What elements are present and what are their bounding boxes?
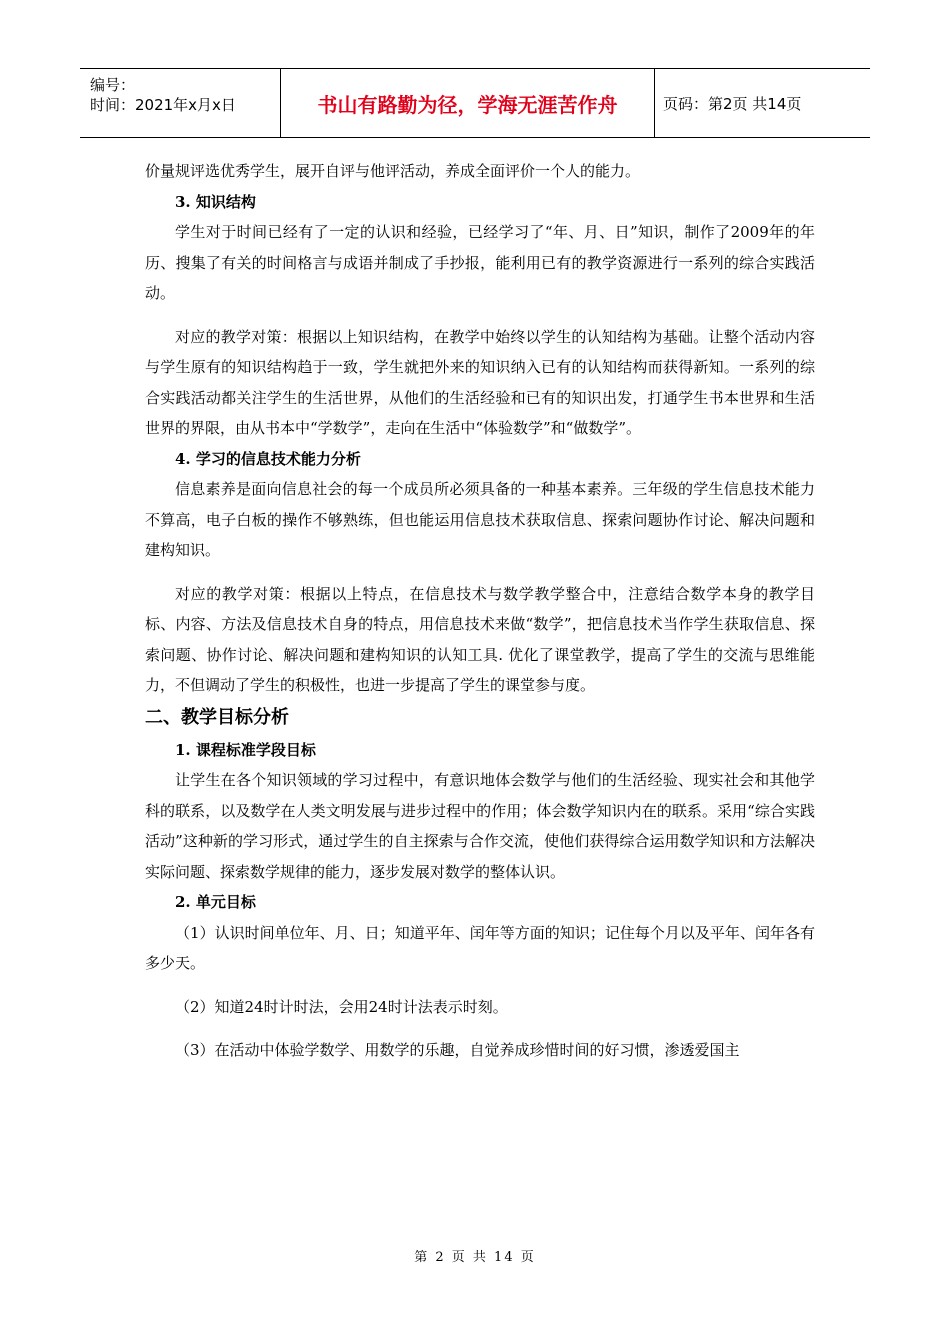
paragraph: 价量规评选优秀学生，展开自评与他评活动，养成全面评价一个人的能力。 — [145, 162, 641, 180]
document-body — [145, 156, 815, 1066]
header-meta — [80, 69, 281, 137]
section-heading-curriculum-goals: 1. 课程标准学段目标 — [175, 740, 316, 759]
paragraph: （1）认识时间单位年、月、日；知道平年、闰年等方面的知识；记住每个月以及平年、闰年各有多少天。 — [145, 923, 815, 972]
header-number-label: 编号： — [90, 76, 136, 94]
section-heading-unit-goals: 2. 单元目标 — [175, 893, 256, 911]
paragraph: （3）在活动中体验学数学、用数学的乐趣，自觉养成珍惜时间的好习惯，渗透爱国主 — [175, 1041, 740, 1059]
section-heading-knowledge-structure: 3. 知识结构 — [175, 192, 256, 211]
header-motto: 书山有路勤为径，学海无涯苦作舟 — [281, 69, 655, 137]
document-header — [80, 68, 870, 138]
paragraph: 学生对于时间已经有了一定的认识和经验，已经学习了“年、月、日”知识，制作了2009年的年历、搜集了有关的时间格言与成语并制成了手抄报，能利用已有的教学资源进行一系列的综合实践活动。 — [145, 223, 815, 302]
header-date-label: 时间：2021年x月x日 — [90, 96, 236, 114]
paragraph: 对应的教学对策：根据以上知识结构，在教学中始终以学生的认知结构为基础。让整个活动内容与学生原有的知识结构趋于一致，学生就把外来的知识纳入已有的认知结构而获得新知。一系列的综合实践活动都关注学生的生活世界，从他们的生活经验和已有的知识出发，打通学生书本世界和生活世界的界限，由从书本中“学数学”，走向在生活中“体验数学”和“做数学”。 — [145, 327, 815, 437]
header-page-label: 页码：第2页 共14页 — [663, 94, 802, 113]
paragraph: （2）知道24时计时法，会用24时计法表示时刻。 — [175, 997, 508, 1016]
paragraph: 让学生在各个知识领域的学习过程中，有意识地体会数学与他们的生活经验、现实社会和其他学科的联系，以及数学在人类文明发展与进步过程中的作用；体会数学知识内在的联系。采用“综合实践活动”这种新的学习形式，通过学生的自主探索与合作交流，使他们获得综合运用数学知识和方法解决实际问题、探索数学规律的能力，逐步发展对数学的整体认识。 — [145, 771, 815, 881]
paragraph: 对应的教学对策：根据以上特点，在信息技术与数学教学整合中，注意结合数学本身的教学目标、内容、方法及信息技术自身的特点，用信息技术来做“数学”，把信息技术当作学生获取信息、探索问题、协作讨论、解决问题和建构知识的认知工具. 优化了课堂教学，提高了学生的交流与思维能力，不但调动了学生的积极性，也进一步提高了学生的课堂参与度。 — [145, 584, 815, 694]
section-heading-it-ability: 4. 学习的信息技术能力分析 — [175, 449, 361, 468]
paragraph: 信息素养是面向信息社会的每一个成员所必须具备的一种基本素养。三年级的学生信息技术能力不算高，电子白板的操作不够熟练，但也能运用信息技术获取信息、探索问题协作讨论、解决问题和建构知识。 — [145, 480, 815, 559]
page-footer: 第 2 页 共 14 页 — [414, 1250, 536, 1265]
chapter-heading-teaching-goals: 二、教学目标分析 — [145, 706, 289, 728]
